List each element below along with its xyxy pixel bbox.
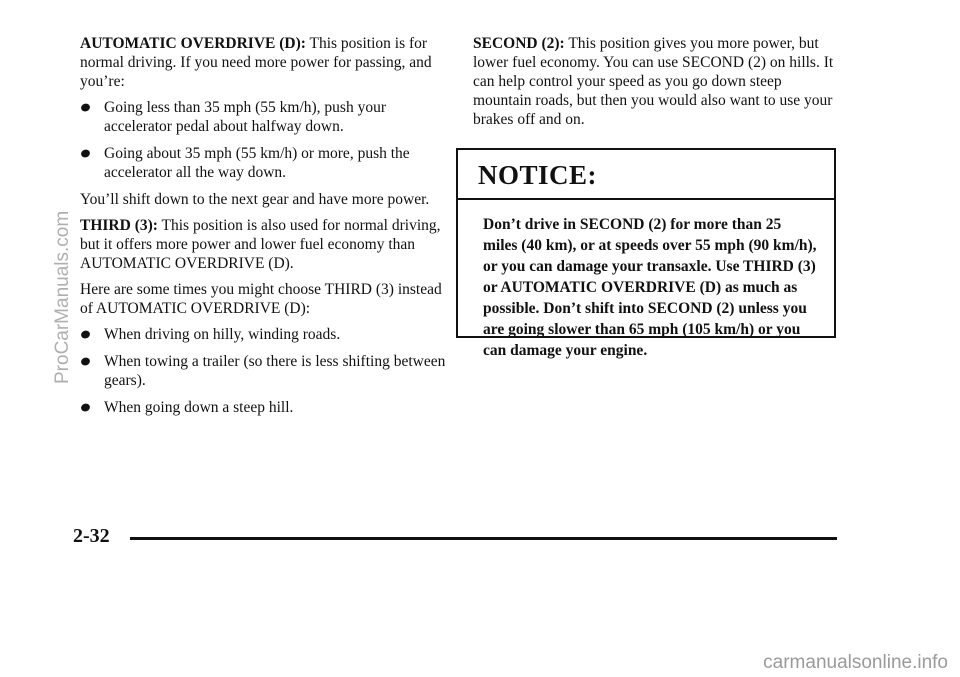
list-item-text: Going about 35 mph (55 km/h) or more, push the accelerator all the way down. <box>104 145 410 181</box>
notice-body: Don’t drive in SECOND (2) for more than 25 miles (40 km), or at speeds over 55 mph (90 km/h), or you can damage your transaxle. Use THIRD (3) or AUTOMATIC OVERDRIVE (D) as much as possible. Don’t shift into SECOND (2) unless you are going slower than 65 mph (105 km/h) or you can damage your engine. <box>483 216 817 359</box>
second-heading: SECOND (2): <box>473 35 565 52</box>
list-item <box>80 352 450 390</box>
automatic-overdrive-paragraph <box>80 34 450 91</box>
third-paragraph <box>80 216 450 273</box>
notice-box <box>456 148 836 359</box>
list-item-text: When towing a trailer (so there is less shifting between gears). <box>104 353 446 389</box>
automatic-overdrive-heading: AUTOMATIC OVERDRIVE (D): <box>80 35 306 52</box>
bullet-icon <box>80 148 91 158</box>
bottom-watermark: carmanualsonline.info <box>763 652 948 673</box>
power-bullet-list <box>80 98 450 182</box>
third-bullet-list <box>80 325 450 417</box>
list-item-text: When driving on hilly, winding roads. <box>104 326 341 343</box>
second-paragraph <box>473 34 843 129</box>
second-text: This position gives you more power, but lower fuel economy. You can use SECOND (2) on hills. It can help control your speed as you go down steep mountain roads, but then you would also want to use your brakes off and on. <box>473 35 834 128</box>
list-item <box>80 398 450 417</box>
list-item <box>80 144 450 182</box>
side-watermark-text: ProCarManuals.com <box>52 210 73 384</box>
bullet-icon <box>80 402 91 412</box>
side-watermark <box>52 192 78 384</box>
right-column <box>473 34 843 136</box>
choose-third-paragraph: Here are some times you might choose THIRD (3) instead of AUTOMATIC OVERDRIVE (D): <box>80 281 442 317</box>
automatic-overdrive-text: This position is for normal driving. If you need more power for passing, and you’re: <box>80 35 432 90</box>
list-item-text: When going down a steep hill. <box>104 399 294 416</box>
footer-rule <box>130 537 837 540</box>
list-item <box>80 325 450 344</box>
list-item <box>80 98 450 136</box>
page-number: 2-32 <box>73 525 110 547</box>
left-column <box>80 34 450 425</box>
third-heading: THIRD (3): <box>80 217 158 234</box>
bullet-icon <box>80 102 91 112</box>
bullet-icon <box>80 356 91 366</box>
shift-down-paragraph: You’ll shift down to the next gear and have more power. <box>80 191 430 208</box>
bullet-icon <box>80 329 91 339</box>
list-item-text: Going less than 35 mph (55 km/h), push your accelerator pedal about halfway down. <box>104 99 386 135</box>
third-text: This position is also used for normal driving, but it offers more power and lower fuel economy than AUTOMATIC OVERDRIVE (D). <box>80 217 441 272</box>
notice-title: NOTICE: <box>458 150 834 200</box>
